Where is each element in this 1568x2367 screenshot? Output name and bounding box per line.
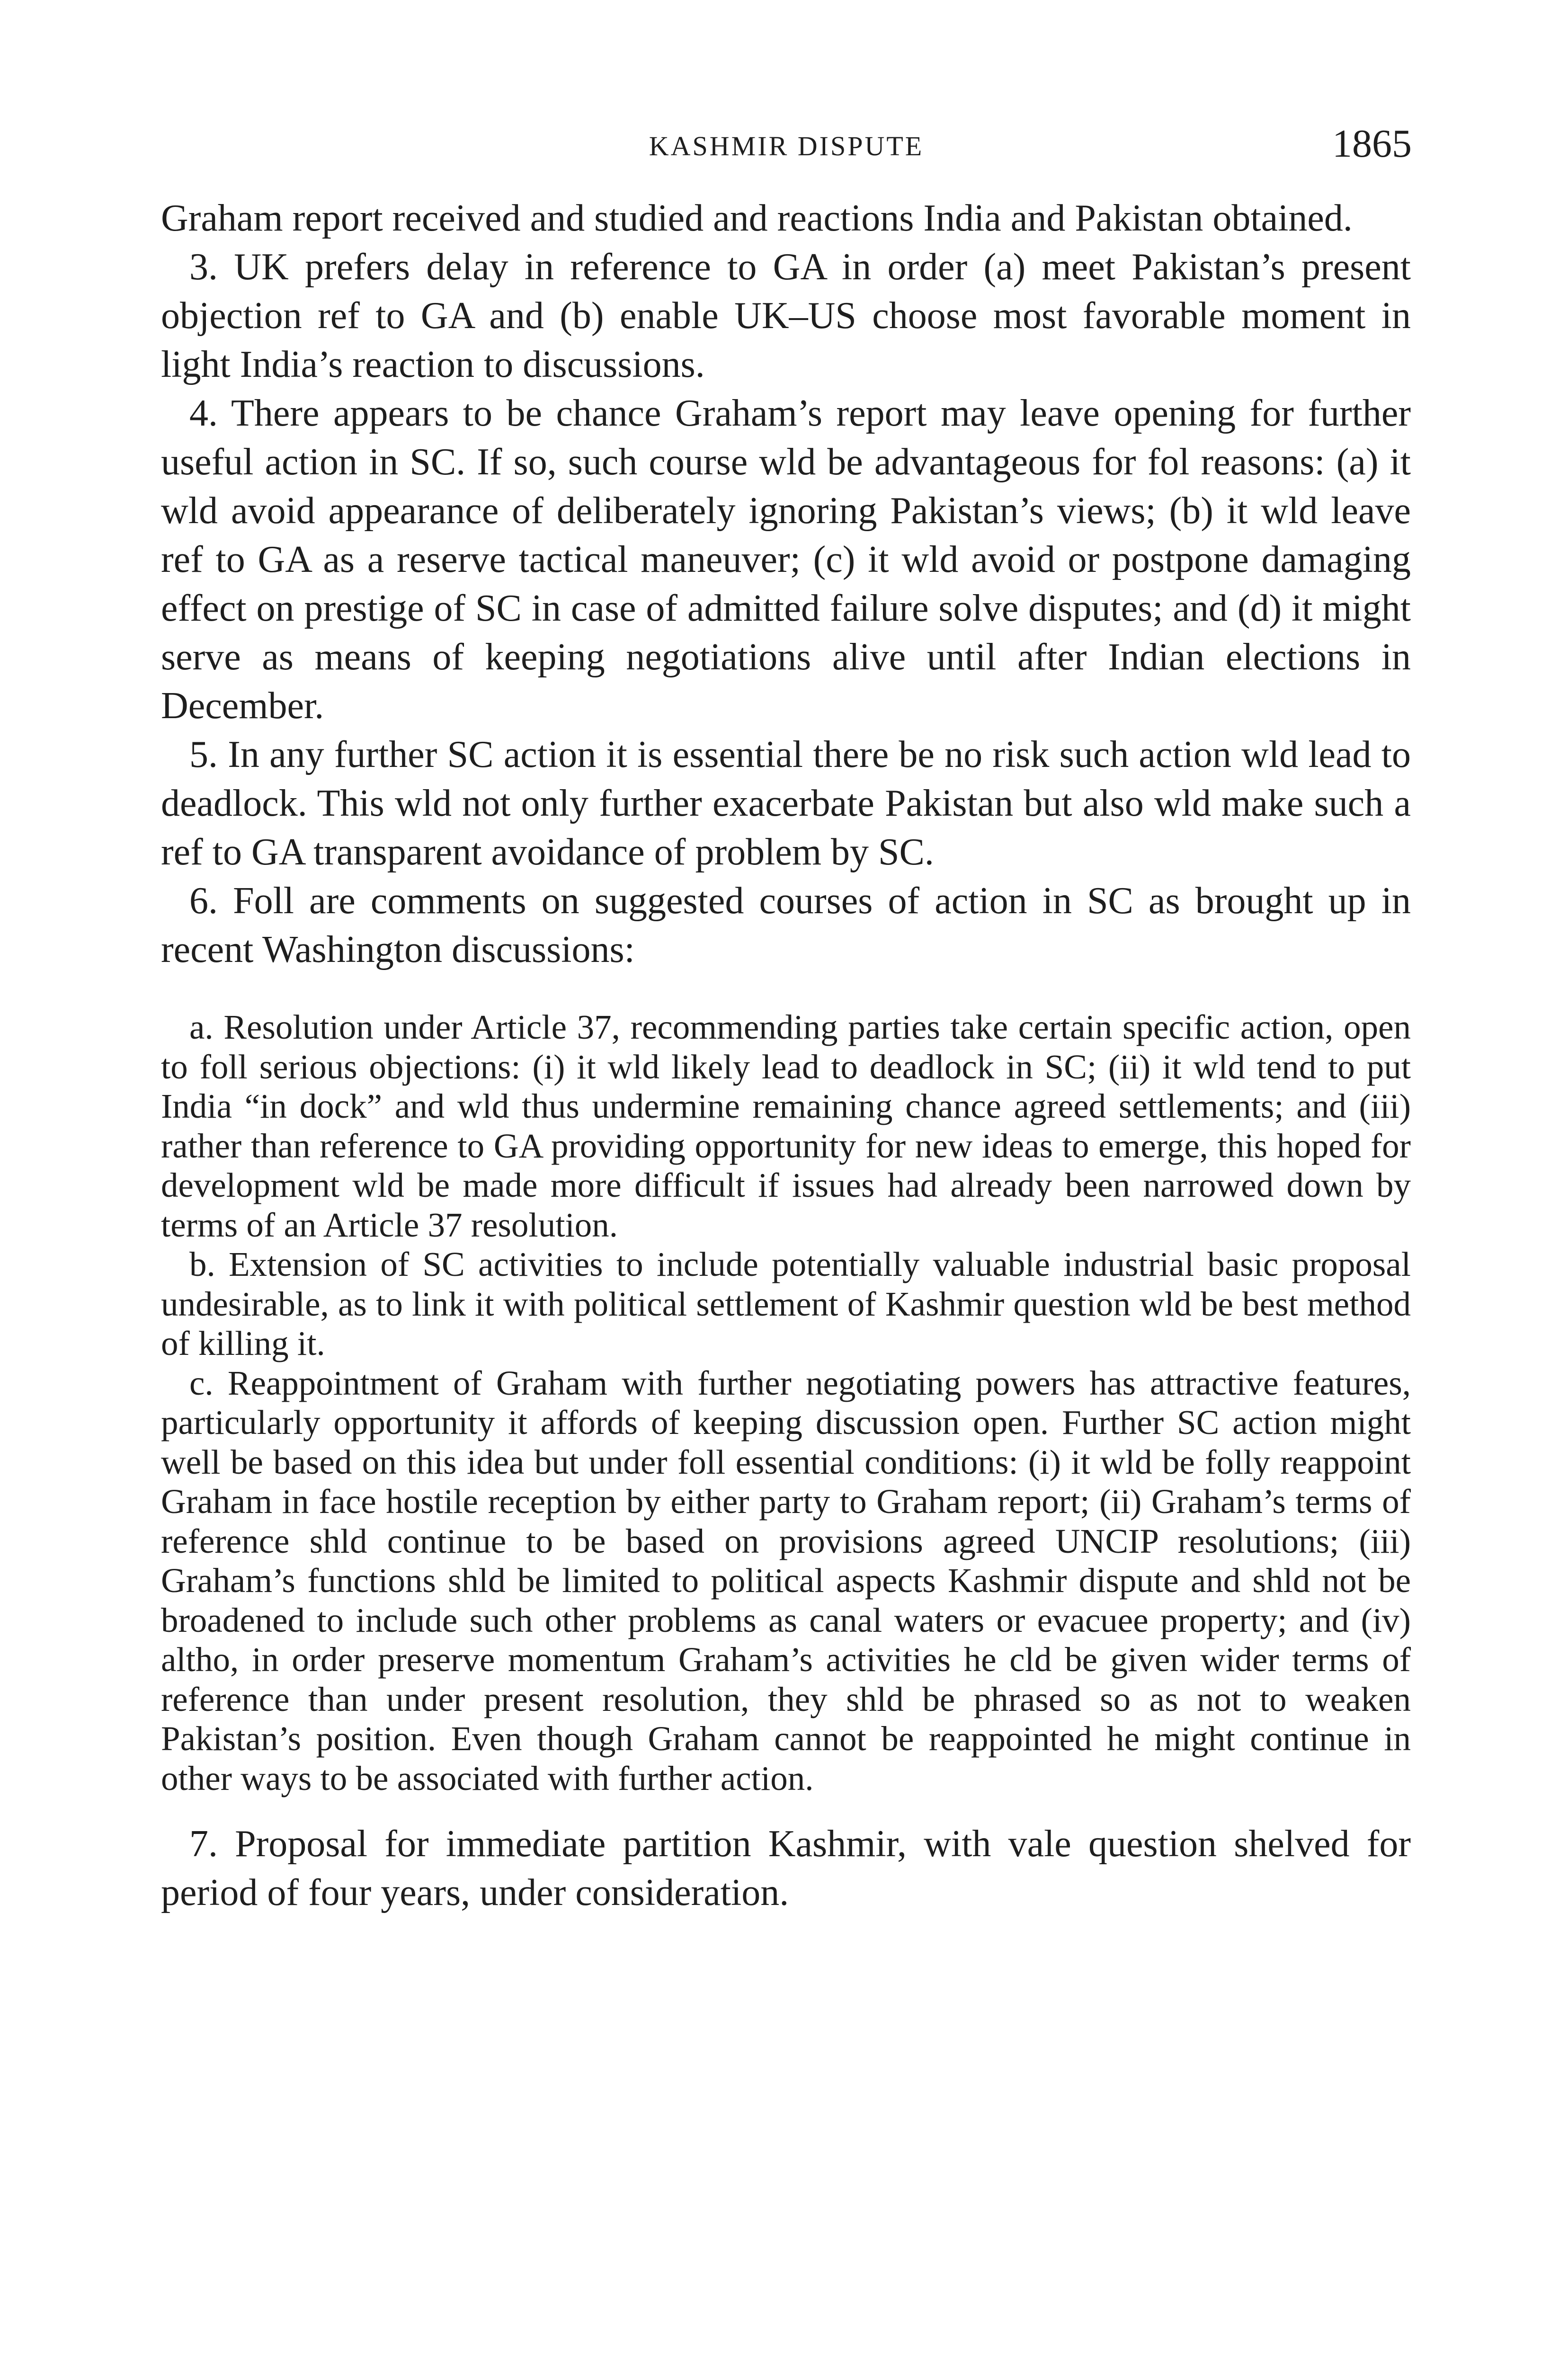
paragraph-3: 3. UK prefers delay in reference to GA in order (a) meet Pakistan’s present objection ref to GA and (b) enable UK–US choose most favorable moment in light India’s reaction to discussions. bbox=[161, 246, 1411, 385]
paragraph-7: 7. Proposal for immediate partition Kashmir, with vale question shelved for period of four years, under consideration. bbox=[161, 1823, 1411, 1913]
sub-item-c: c. Reappointment of Graham with further negotiating powers has attractive features, particularly opportunity it affords of keeping discussion open. Further SC action might well be based on this idea but under foll essential conditions: (i) it wld be folly reappoint Graham in face hostile reception by either party to Graham report; (ii) Graham’s terms of reference shld continue to be based on provisions agreed UNCIP resolutions; (iii) Graham’s functions shld be limited to political aspects Kashmir dispute and shld not be broadened to include such other problems as canal waters or evacuee property; and (iv) altho, in order preserve momentum Graham’s activities he cld be given wider terms of reference than under present resolution, they shld be phrased so as not to weaken Pakistan’s position. Even though Graham cannot be reappointed he might continue in other ways to be associated with further action. bbox=[161, 1363, 1411, 1797]
sub-item-a: a. Resolution under Article 37, recommending parties take certain specific action, open to foll serious objections: (i) it wld likely lead to deadlock in SC; (ii) it wld tend to put India “in dock” and wld thus undermine remaining chance agreed settlements; and (iii) rather than reference to GA providing opportunity for new ideas to emerge, this hoped for development wld be made more difficult if issues had already been narrowed down by terms of an Article 37 resolution. bbox=[161, 1008, 1411, 1244]
paragraph-continued: Graham report received and studied and reactions India and Pakistan obtained. bbox=[161, 197, 1353, 239]
paragraph-5: 5. In any further SC action it is essential there be no risk such action wld lead to deadlock. This wld not only further exacerbate Pakistan but also wld make such a ref to GA transparent avoidance of problem by SC. bbox=[161, 734, 1411, 873]
sub-item-b: b. Extension of SC activities to include potentially valuable industrial basic proposal undesirable, as to link it with political settlement of Kashmir question wld be best method of killing it. bbox=[161, 1245, 1411, 1362]
running-title: KASHMIR DISPUTE bbox=[649, 131, 924, 161]
sub-items bbox=[161, 1007, 1411, 1798]
paragraph-4: 4. There appears to be chance Graham’s report may leave opening for further useful action in SC. If so, such course wld be advantageous for fol reasons: (a) it wld avoid appearance of deliberately ignoring Pakistan’s views; (b) it wld leave ref to GA as a reserve tactical maneuver; (c) it wld avoid or postpone damaging effect on prestige of SC in case of admitted failure solve disputes; and (d) it might serve as means of keeping negotiations alive until after Indian elections in December. bbox=[161, 392, 1411, 727]
page-number: 1865 bbox=[1332, 122, 1412, 166]
paragraph-6: 6. Foll are comments on suggested courses of action in SC as brought up in recent Washington discussions: bbox=[161, 880, 1411, 970]
body-text bbox=[161, 194, 1411, 1917]
page-header bbox=[161, 121, 1412, 173]
